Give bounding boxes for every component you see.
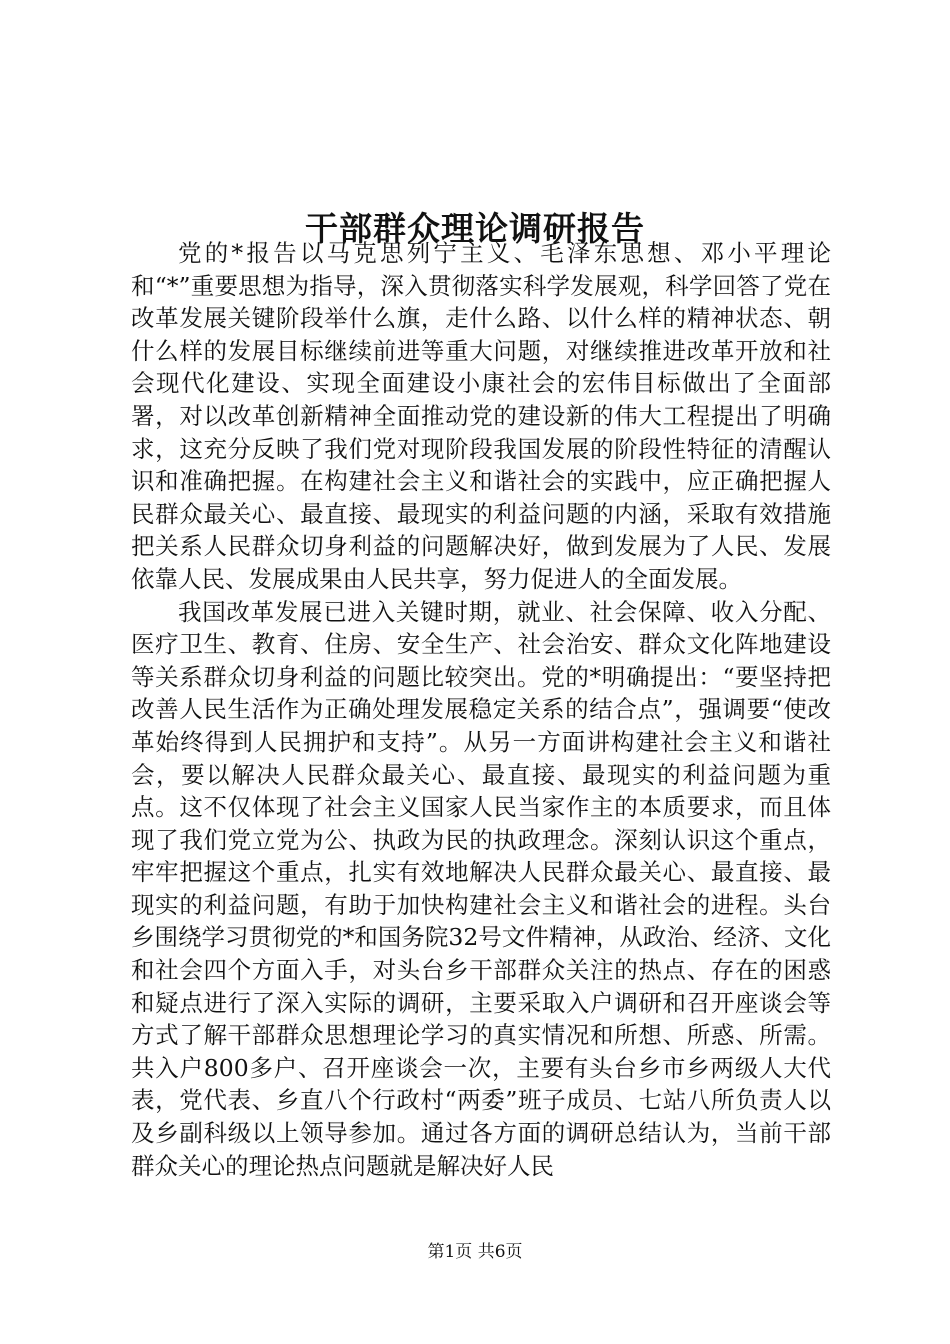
document-body: [131, 237, 831, 1182]
document-title: 干部群众理论调研报告: [305, 209, 645, 249]
paragraph-2: 我国改革发展已进入关键时期，就业、社会保障、收入分配、医疗卫生、教育、住房、安全生产、社会治安、群众文化阵地建设等关系群众切身利益的问题比较突出。党的*明确提出：“要坚持把改善人民生活作为正确处理发展稳定关系的结合点”，强调要“使改革始终得到人民拥护和支持”。从另一方面讲构建社会主义和谐社会，要以解决人民群众最关心、最直接、最现实的利益问题为重点。这不仅体现了社会主义国家人民当家作主的本质要求，而且体现了我们党立党为公、执政为民的执政理念。深刻认识这个重点，牢牢把握这个重点，扎实有效地解决人民群众最关心、最直接、最现实的利益问题，有助于加快构建社会主义和谐社会的进程。头台乡围绕学习贯彻党的*和国务院32号文件精神，从政治、经济、文化和社会四个方面入手，对头台乡干部群众关注的热点、存在的困惑和疑点进行了深入实际的调研，主要采取入户调研和召开座谈会等方式了解干部群众思想理论学习的真实情况和所想、所惑、所需。共入户800多户、召开座谈会一次，主要有头台乡市乡两级人大代表，党代表、乡直八个行政村“两委”班子成员、七站八所负责人以及乡副科级以上领导参加。通过各方面的调研总结认为，当前干部群众关心的理论热点问题就是解决好人民: [131, 597, 831, 1180]
paragraph-1: 党的*报告以马克思列宁主义、毛泽东思想、邓小平理论和“*”重要思想为指导，深入贯彻落实科学发展观，科学回答了党在改革发展关键阶段举什么旗，走什么路、以什么样的精神状态、朝什么样的发展目标继续前进等重大问题，对继续推进改革开放和社会现代化建设、实现全面建设小康社会的宏伟目标做出了全面部署，对以改革创新精神全面推动党的建设新的伟大工程提出了明确求，这充分反映了我们党对现阶段我国发展的阶段性特征的清醒认识和准确把握。在构建社会主义和谐社会的实践中，应正确把握人民群众最关心、最直接、最现实的利益问题的内涵，采取有效措施把关系人民群众切身利益的问题解决好，做到发展为了人民、发展依靠人民、发展成果由人民共享，努力促进人的全面发展。: [131, 239, 831, 593]
page-footer: 第1页 共6页: [427, 1242, 523, 1262]
